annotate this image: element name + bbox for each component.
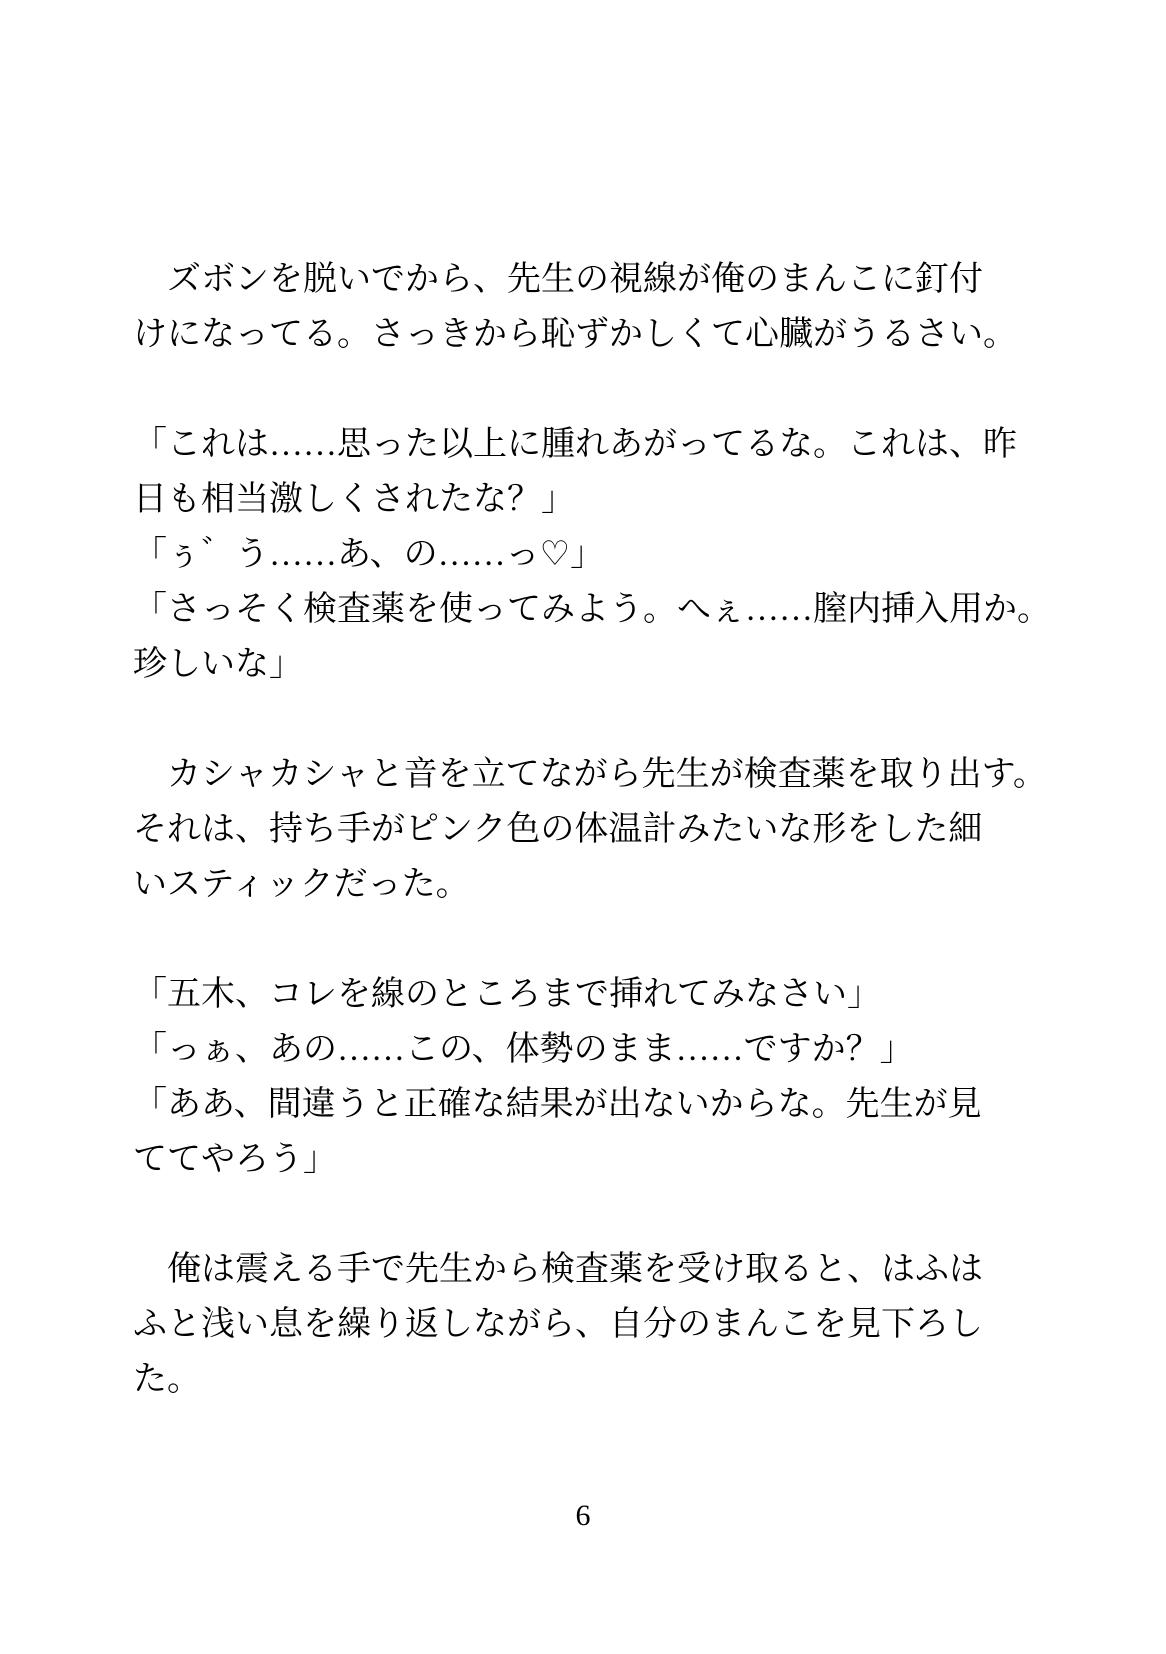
text-line: けになってる。さっきから恥ずかしくて心臓がうるさい。 bbox=[133, 316, 1017, 353]
text-line: た。 bbox=[133, 1361, 201, 1398]
blank-line bbox=[133, 912, 1023, 967]
text-line: 「これは……思った以上に腫れあがってるな。これは、昨 bbox=[133, 426, 1017, 463]
page-text bbox=[133, 252, 1051, 1407]
text-line: 俺は震える手で先生から検査薬を受け取ると、はふは bbox=[133, 1251, 983, 1288]
text-line: いスティックだった。 bbox=[133, 866, 470, 903]
text-line: ててやろう」 bbox=[133, 1141, 337, 1178]
text-line: 日も相当激しくされたな？」 bbox=[133, 481, 575, 518]
text-line: ズボンを脱いでから、先生の視線が俺のまんこに釘付 bbox=[133, 261, 983, 298]
blank-line bbox=[133, 362, 1023, 417]
text-line: 「五木、コレを線のところまで挿れてみなさい」 bbox=[133, 976, 881, 1013]
text-line: ふと浅い息を繰り返しながら、自分のまんこを見下ろし bbox=[133, 1306, 983, 1343]
text-line: 「っぁ、あの……この、体勢のまま……ですか？」 bbox=[133, 1031, 914, 1068]
text-line: 「ああ、間違うと正確な結果が出ないからな。先生が見 bbox=[133, 1086, 982, 1123]
text-line: カシャカシャと音を立てながら先生が検査薬を取り出す。 bbox=[133, 756, 1047, 793]
text-line: 「ぅ゛う……あ、の……っ♡」 bbox=[133, 536, 605, 573]
blank-line bbox=[133, 1187, 1023, 1242]
text-line: 珍しいな」 bbox=[133, 646, 303, 683]
blank-line bbox=[133, 692, 1023, 747]
text-line: それは、持ち手がピンク色の体温計みたいな形をした細 bbox=[133, 811, 983, 848]
text-line: 「さっそく検査薬を使ってみよう。へぇ……膣内挿入用か。 bbox=[133, 591, 1051, 628]
page-number: 6 bbox=[575, 1499, 591, 1532]
